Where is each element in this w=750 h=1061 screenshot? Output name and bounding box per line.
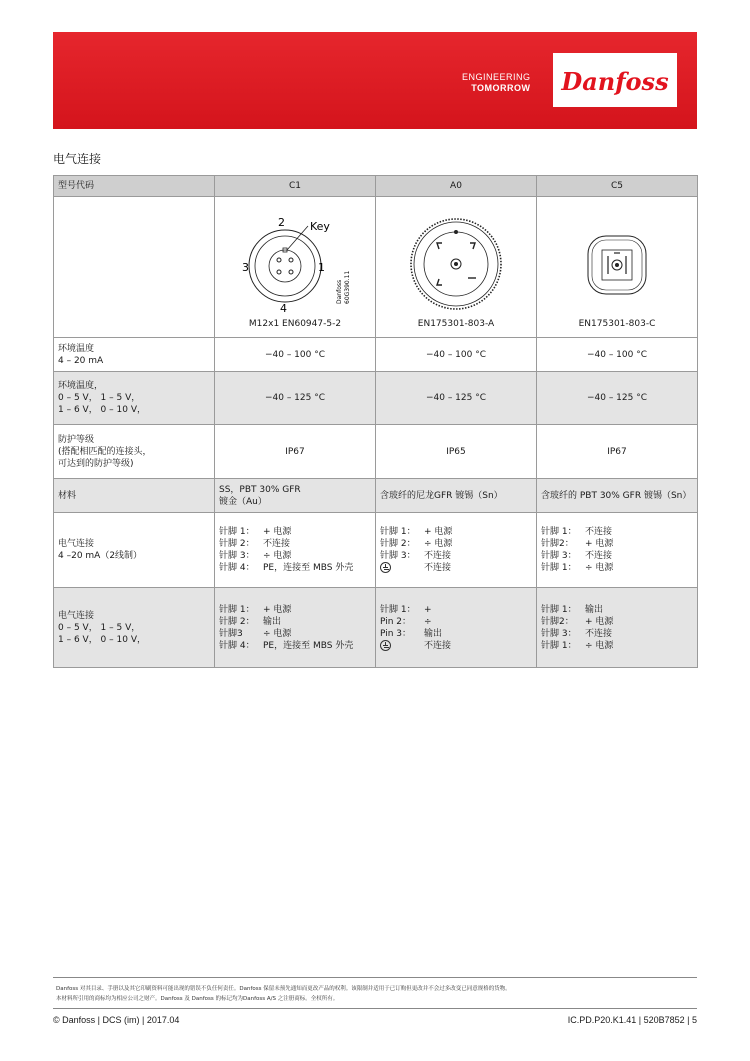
pin-value: + 电源 (263, 527, 292, 537)
temp1-c1: −40 – 100 °C (215, 338, 376, 372)
material-a0: 含玻纤的尼龙GFR 镀锡（Sn） (376, 479, 537, 513)
footer-divider-top (53, 977, 697, 978)
pin-value: 不连接 (424, 551, 452, 561)
pin-value: ÷ 电源 (424, 539, 453, 549)
protection-a0: IP65 (376, 425, 537, 479)
temp2-label (54, 372, 215, 425)
pin-value: 不连接 (263, 539, 291, 549)
protection-c1: IP67 (215, 425, 376, 479)
pin-key: 针脚 1： (541, 527, 577, 537)
elec1-label-line2: 4 –20 mA（2线制） (58, 551, 143, 561)
material-c1 (215, 479, 376, 513)
pin-value: 输出 (585, 604, 604, 615)
pin-key: 针脚 1： (380, 604, 416, 615)
footer-doc-code: IC.PD.P20.K1.41 | 520B7852 | 5 (567, 1015, 697, 1025)
pin-row (219, 526, 371, 538)
pin2-label: 2 (278, 216, 285, 229)
pin-value: PE，连接至 MBS 外壳 (263, 563, 354, 573)
pin-key: Pin 2： (380, 616, 412, 627)
pin-key (380, 562, 424, 574)
c5-caption: EN175301-803-C (578, 319, 656, 329)
pin-row (541, 526, 693, 538)
temp2-label-line2: 0 – 5 V， 1 – 5 V， (58, 393, 141, 403)
pin-key (380, 640, 424, 652)
pin-value: + (424, 604, 432, 615)
section-title: 电气连接 (53, 152, 102, 166)
pin-key: 针脚 4： (219, 640, 255, 651)
temp-row-1 (54, 338, 698, 372)
disclaimer-line1: Danfoss 对其目录、手册以及其它印刷资料可能出现的错误不负任何责任。Danfoss 保留未预先通知而更改产品的权利。该限制并适用于已订购但更改并不会过多改变已同意规格的货物。 (56, 986, 511, 992)
pin-key: 针脚 1： (219, 604, 255, 615)
pin-row (380, 550, 532, 562)
temp2-label-line1: 环境温度， (58, 381, 104, 391)
ground-icon (380, 640, 391, 651)
electrical-row-2 (54, 588, 698, 668)
protection-label-line3: 可达到的防护等级) (58, 458, 134, 469)
pin-key: 针脚 3： (541, 628, 577, 639)
footer-divider-bottom (53, 1008, 697, 1009)
brand-wordmark: Danfoss (561, 67, 669, 96)
ground-icon (380, 562, 391, 573)
pin-row (219, 538, 371, 550)
a0-diagram-cell (376, 197, 537, 338)
pin-key: 针脚 2： (219, 616, 255, 627)
diagram-label-cell (54, 197, 215, 338)
pin-key: Pin 3： (380, 628, 412, 639)
temp1-a0: −40 – 100 °C (376, 338, 537, 372)
elec2-label (54, 588, 215, 668)
pin4-label: 4 (280, 302, 287, 315)
m12-connector-diagram (220, 204, 370, 316)
pin-row (380, 616, 532, 628)
elec1-label-line1: 电气连接 (58, 539, 95, 549)
elec2-a0 (376, 588, 537, 668)
tagline (462, 72, 531, 94)
material-c5: 含玻纤的 PBT 30% GFR 镀锡（Sn） (537, 479, 698, 513)
elec1-c1 (215, 513, 376, 588)
table-header-row (54, 176, 698, 197)
pin1-label: 1 (318, 261, 325, 274)
drawing-code-2: 60G390.11 (344, 270, 351, 304)
pin-value: 不连接 (424, 563, 452, 573)
pin-row (541, 616, 693, 628)
elec1-c5 (537, 513, 698, 588)
elec2-label-line2: 0 – 5 V， 1 – 5 V， (58, 622, 141, 633)
tagline-line2: TOMORROW (471, 83, 531, 93)
pin-row (541, 562, 693, 574)
temp1-label-line2: 4 – 20 mA (58, 355, 104, 366)
pin-key: 针脚 1： (541, 640, 577, 651)
material-label: 材料 (54, 479, 215, 513)
elec2-c1 (215, 588, 376, 668)
pin-value: 不连接 (585, 628, 613, 639)
pin-key: 针脚2： (541, 539, 574, 549)
protection-label-line1: 防护等级 (58, 434, 95, 445)
c5-diagram-cell (537, 197, 698, 338)
pin-key: 针脚2： (541, 616, 574, 627)
pin-row (380, 628, 532, 640)
pin-row (541, 628, 693, 640)
c5-connector-diagram (542, 204, 692, 316)
material-row (54, 479, 698, 513)
pin-row (219, 628, 371, 640)
pin-value: 不连接 (585, 551, 613, 561)
pin-row (541, 538, 693, 550)
pin-value: + 电源 (585, 616, 614, 627)
key-label: Key (310, 220, 330, 233)
pin-row (219, 640, 371, 652)
pin-value: 不连接 (585, 527, 613, 537)
pin-row (219, 604, 371, 616)
temp1-label-line1: 环境温度 (58, 343, 95, 354)
danfoss-logo (550, 50, 680, 110)
pin-row (219, 616, 371, 628)
pin3-label: 3 (242, 261, 249, 274)
spec-table (53, 175, 698, 668)
protection-label (54, 425, 215, 479)
temp1-label (54, 338, 215, 372)
pin-value: 输出 (263, 616, 282, 627)
elec1-a0 (376, 513, 537, 588)
pin-row (219, 550, 371, 562)
pin-row (219, 562, 371, 574)
header-model-code: 型号代码 (54, 176, 215, 197)
temp1-c5: −40 – 100 °C (537, 338, 698, 372)
footer-disclaimer (56, 984, 696, 1004)
drawing-code-1: Danfoss (336, 279, 343, 304)
pin-key: 针脚 2： (219, 539, 255, 549)
pin-value: 不连接 (424, 640, 452, 651)
header-c1: C1 (215, 176, 376, 197)
protection-row (54, 425, 698, 479)
pin-value: ÷ 电源 (585, 640, 614, 651)
pin-key: 针脚 3： (219, 551, 255, 561)
pin-value: 输出 (424, 628, 443, 639)
pin-value: + 电源 (424, 527, 453, 537)
pin-key: 针脚 1： (541, 563, 577, 573)
tagline-line1: ENGINEERING (462, 72, 531, 82)
pin-row (541, 640, 693, 652)
pin-row (541, 550, 693, 562)
temp2-c5: −40 – 125 °C (537, 372, 698, 425)
temp-row-2 (54, 372, 698, 425)
temp2-a0: −40 – 125 °C (376, 372, 537, 425)
pin-value: + 电源 (263, 604, 292, 615)
pin-key: 针脚 1： (219, 527, 255, 537)
temp2-c1: −40 – 125 °C (215, 372, 376, 425)
pin-row (380, 538, 532, 550)
c1-diagram-cell (215, 197, 376, 338)
a0-caption: EN175301-803-A (417, 319, 495, 329)
a0-connector-diagram (381, 204, 531, 316)
electrical-row-1 (54, 513, 698, 588)
pin-value: PE，连接至 MBS 外壳 (263, 640, 354, 651)
pin-key: 针脚3 (219, 628, 243, 639)
material-c1-line2: 镀金（Au） (219, 496, 267, 507)
elec2-c5 (537, 588, 698, 668)
footer-copyright: © Danfoss | DCS (im) | 2017.04 (53, 1015, 180, 1025)
protection-c5: IP67 (537, 425, 698, 479)
c1-caption: M12x1 EN60947-5-2 (248, 319, 342, 329)
pin-row (380, 526, 532, 538)
pin-value: + 电源 (585, 539, 614, 549)
pin-key: 针脚 4： (219, 563, 255, 573)
pin-key: 针脚 1： (541, 604, 577, 615)
pin-key: 针脚 3： (541, 551, 577, 561)
header-banner (53, 32, 697, 129)
pin-row (380, 604, 532, 616)
elec2-label-line3: 1 – 6 V， 0 – 10 V， (58, 634, 146, 645)
header-c5: C5 (537, 176, 698, 197)
elec1-label (54, 513, 215, 588)
pin-value: ÷ 电源 (263, 551, 292, 561)
pin-value: ÷ 电源 (585, 563, 614, 573)
pin-value: ÷ 电源 (263, 628, 292, 639)
pin-key: 针脚 2： (380, 539, 416, 549)
diagram-row (54, 197, 698, 338)
pin-row (541, 604, 693, 616)
disclaimer-line2: 本材料所引用的商标均为相应公司之财产。Danfoss 及 Danfoss 的标记均为Danfoss A/S 之注册商标。全权所有。 (56, 996, 339, 1002)
pin-key: 针脚 3： (380, 551, 416, 561)
pin-row (380, 640, 532, 652)
temp2-label-line3: 1 – 6 V， 0 – 10 V， (58, 405, 146, 415)
elec2-label-line1: 电气连接 (58, 610, 95, 621)
pin-key: 针脚 1： (380, 527, 416, 537)
protection-label-line2: (搭配相匹配的连接头， (58, 446, 152, 457)
pin-value: ÷ (424, 616, 432, 627)
header-a0: A0 (376, 176, 537, 197)
pin-row (380, 562, 532, 574)
material-c1-line1: SS，PBT 30% GFR (219, 484, 301, 495)
